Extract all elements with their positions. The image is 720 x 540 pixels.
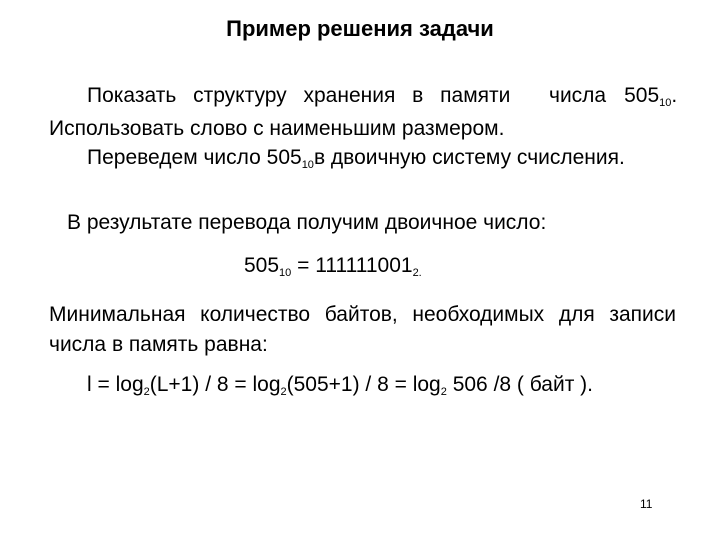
page-number: 11 [640, 497, 653, 511]
minimal-line-2: числа в память равна: [49, 333, 268, 356]
task-end: . [671, 84, 678, 107]
convert-pre: Переведем число 505 [87, 146, 302, 169]
equation-rhs-base: 2. [412, 267, 422, 279]
task-number-base: 10 [659, 97, 672, 109]
minimal-line-1: Минимальная количество байтов, необходимых для записи [49, 303, 676, 326]
page-title: Пример решения задачи [226, 16, 494, 41]
task-line-2: Использовать слово с наименьшим размером. [49, 117, 505, 140]
formula-part-1: l = log [87, 373, 144, 396]
convert-post: в двоичную систему счисления. [313, 146, 625, 169]
result-intro: В результате перевода получим двоичное число: [67, 211, 547, 234]
task-word-chisla: числа [549, 84, 607, 107]
equation [244, 254, 422, 278]
formula-base-3: 2 [440, 386, 447, 398]
task-number-group [549, 84, 677, 108]
task-line-1 [87, 84, 510, 108]
convert-base: 10 [301, 159, 314, 171]
formula-base-1: 2 [143, 386, 150, 398]
formula-part-4: 506 /8 ( байт ). [446, 373, 593, 396]
task-number: 505 [624, 84, 660, 107]
equation-lhs: 505 [244, 254, 280, 277]
equation-rhs: = 111111001 [291, 254, 413, 277]
equation-lhs-base: 10 [279, 267, 292, 279]
task-text: Показать структуру хранения в памяти [87, 84, 511, 107]
formula-part-3: (505+1) / 8 = log [286, 373, 441, 396]
formula [87, 373, 593, 397]
formula-part-2: (L+1) / 8 = log [149, 373, 281, 396]
convert-line [87, 146, 625, 170]
formula-base-2: 2 [280, 386, 287, 398]
